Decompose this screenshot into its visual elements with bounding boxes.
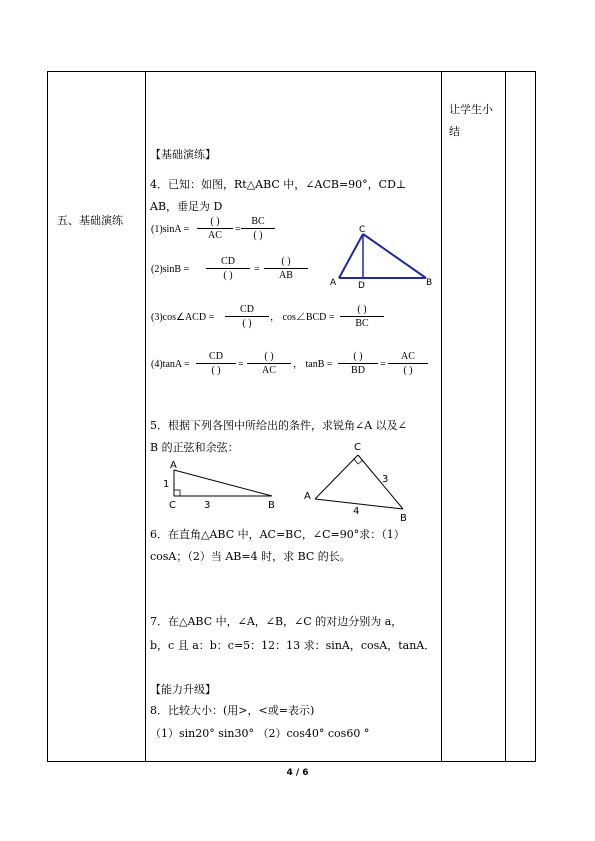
table-border-left xyxy=(47,71,48,762)
p1-f2-numerator: BC xyxy=(241,215,275,229)
p4-eq1: = xyxy=(238,359,244,370)
page-number: 4 / 6 xyxy=(286,768,309,778)
fig3-label-side4: 4 xyxy=(353,506,360,517)
fig1-label-a: A xyxy=(330,278,337,288)
table-divider-3 xyxy=(505,71,506,762)
p2-f1-numerator: CD xyxy=(206,255,250,269)
teaching-note-line2: 结 xyxy=(449,125,460,138)
p4-fraction-4 xyxy=(388,350,428,377)
figure-right-triangle-3-4 xyxy=(302,438,418,524)
q8-line1: 8．比较大小：(用>，<或=表示) xyxy=(150,704,315,717)
table-divider-2 xyxy=(441,71,442,762)
q4-line1: 4．已知：如图，Rt△ABC 中，∠ACB=90°，CD⊥ xyxy=(150,178,407,191)
teaching-note-line1: 让学生小 xyxy=(449,103,493,116)
p4-lhs: (4)tanA = xyxy=(151,359,190,370)
figure-triangle-abc-altitude xyxy=(328,222,436,290)
p4-f1-numerator: CD xyxy=(196,350,236,364)
p2-f2-numerator: ( ) xyxy=(264,255,308,269)
fig1-side-cb xyxy=(363,234,426,278)
section-header-basic: 【基础演练】 xyxy=(150,148,216,161)
p3-fraction-2 xyxy=(340,303,384,330)
fig3-side-cb xyxy=(358,455,403,509)
fig2-right-angle-mark xyxy=(174,490,180,496)
p2-lhs: (2)sinB = xyxy=(151,264,190,275)
fig2-label-b: B xyxy=(268,500,275,511)
q7-line1: 7．在△ABC 中，∠A，∠B，∠C 的对边分别为 a， xyxy=(150,615,403,628)
fig2-label-side1: 1 xyxy=(163,479,170,490)
section-header-advanced: 【能力升级】 xyxy=(150,683,216,696)
section-title-cell: 五、基础演练 xyxy=(57,214,123,227)
p1-f1-denominator: AC xyxy=(208,230,222,241)
p2-fraction-2 xyxy=(264,255,308,282)
p4-f2-denominator: AC xyxy=(262,365,276,376)
table-border-right xyxy=(535,71,536,762)
p3-f2-numerator: ( ) xyxy=(340,303,384,317)
p4-fraction-3 xyxy=(338,350,378,377)
p4-fraction-1 xyxy=(196,350,236,377)
fig1-label-b: B xyxy=(426,278,433,288)
p4-f2-numerator: ( ) xyxy=(247,350,291,364)
p3-lhs: (3)cos∠ACD = xyxy=(151,312,215,323)
q5-line1: 5．根据下列各图中所给出的条件，求锐角∠A 以及∠ xyxy=(150,419,407,432)
p2-f2-denominator: AB xyxy=(279,270,293,281)
p4-f4-denominator: ( ) xyxy=(403,365,413,376)
p4-f4-numerator: AC xyxy=(388,350,428,364)
p4-f1-denominator: ( ) xyxy=(211,365,221,376)
fig2-label-a: A xyxy=(170,460,177,471)
p4-separator: ， tanB = xyxy=(293,359,333,370)
table-border-top xyxy=(47,71,536,72)
p1-fraction-1 xyxy=(197,215,233,242)
p2-f1-denominator: ( ) xyxy=(223,270,233,281)
p1-f2-denominator: ( ) xyxy=(253,230,263,241)
p3-f1-numerator: CD xyxy=(225,303,269,317)
p3-separator: ， cos∠BCD = xyxy=(270,312,335,323)
p1-lhs: (1)sinA = xyxy=(151,224,190,235)
fig3-side-ca xyxy=(315,455,358,499)
q5-line2: B 的正弦和余弦： xyxy=(150,441,239,454)
table-border-bottom xyxy=(47,761,536,762)
fig1-label-c: C xyxy=(359,225,366,235)
fig1-side-ac xyxy=(339,234,363,278)
q4-line2: AB，垂足为 D xyxy=(150,200,223,213)
fig2-label-side3: 3 xyxy=(204,500,211,511)
fig3-label-b: B xyxy=(400,513,407,524)
p1-eq: = xyxy=(235,224,241,235)
fig3-label-a: A xyxy=(304,491,311,502)
fig2-side-ab xyxy=(174,470,272,496)
p4-fraction-2 xyxy=(247,350,291,377)
fig1-label-d: D xyxy=(358,281,365,290)
table-divider-1 xyxy=(145,71,146,762)
p4-f3-denominator: BD xyxy=(351,365,365,376)
q6-line1: 6．在直角△ABC 中，AC=BC，∠C=90°求：（1） xyxy=(150,528,405,541)
p1-fraction-2 xyxy=(241,215,275,242)
fig3-label-c: C xyxy=(354,442,361,453)
q8-line2: （1）sin20° sin30° （2）cos40° cos60 ° xyxy=(150,727,370,740)
p3-f2-denominator: BC xyxy=(355,318,369,329)
p1-f1-numerator: ( ) xyxy=(197,215,233,229)
q6-line2: cosA；（2）当 AB=4 时，求 BC 的长。 xyxy=(150,550,351,563)
p2-fraction-1 xyxy=(206,255,250,282)
p2-eq: = xyxy=(254,264,260,275)
p4-eq2: = xyxy=(380,359,386,370)
figure-right-triangle-1-3 xyxy=(160,456,280,514)
q7-line2: b，c 且 a：b：c=5：12：13 求：sinA，cosA，tanA． xyxy=(150,639,436,652)
p3-f1-denominator: ( ) xyxy=(242,318,252,329)
p3-fraction-1 xyxy=(225,303,269,330)
fig2-label-c: C xyxy=(169,500,176,511)
fig3-label-side3: 3 xyxy=(382,474,389,485)
p4-f3-numerator: ( ) xyxy=(338,350,378,364)
